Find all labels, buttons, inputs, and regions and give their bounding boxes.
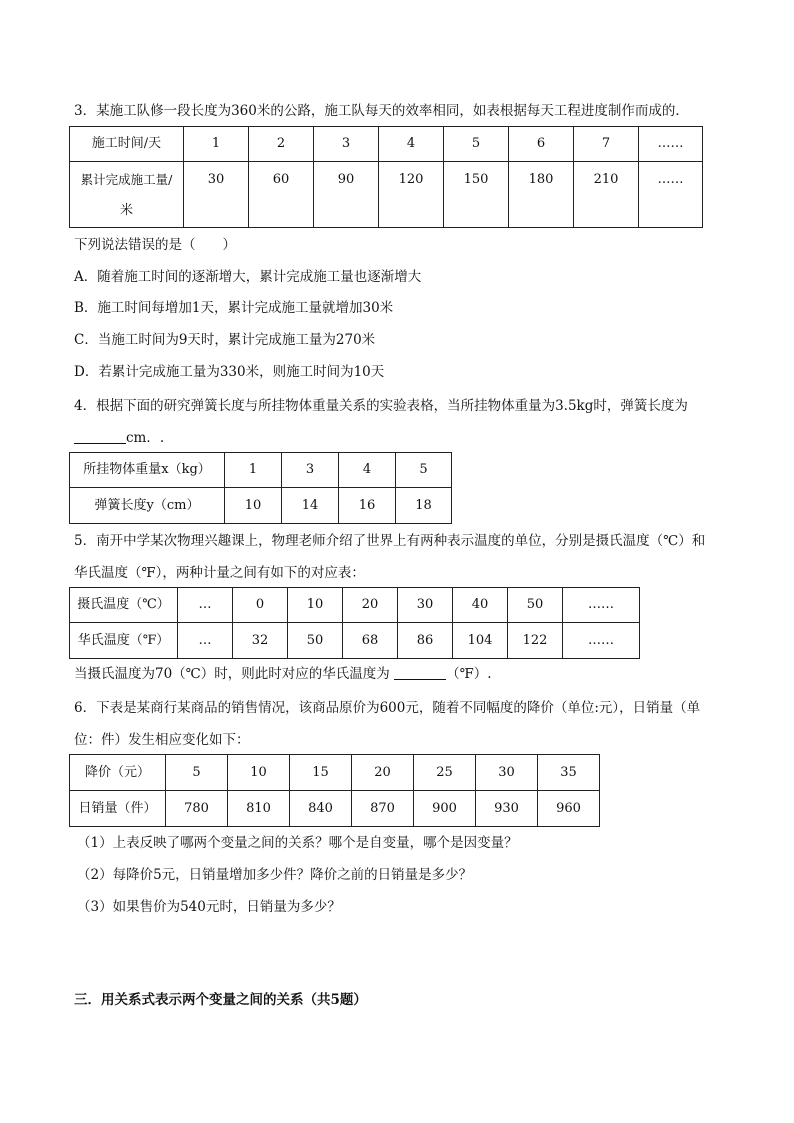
q4-cell: 5 bbox=[396, 453, 452, 488]
q4-cell: 18 bbox=[396, 488, 452, 524]
q4-cell: 14 bbox=[282, 488, 339, 524]
q6-table-row bbox=[70, 755, 600, 791]
q3-row1-header: 施工时间/天 bbox=[70, 127, 184, 162]
q6-cell: 900 bbox=[414, 791, 476, 827]
q4-row2-header: 弹簧长度y（cm） bbox=[70, 488, 225, 524]
q6-table bbox=[69, 754, 600, 827]
q6-cell: 25 bbox=[414, 755, 476, 791]
q3-cell: 6 bbox=[509, 127, 574, 162]
q5-cell: 68 bbox=[343, 623, 398, 659]
q4-table bbox=[69, 452, 452, 524]
q3-cell: …… bbox=[639, 127, 703, 162]
answer-blank[interactable] bbox=[394, 665, 446, 680]
q6-cell: 10 bbox=[228, 755, 290, 791]
q3-table-row bbox=[70, 162, 703, 228]
q5-cell: …… bbox=[563, 588, 640, 623]
q4-cell: 16 bbox=[339, 488, 396, 524]
q6-cell: 870 bbox=[352, 791, 414, 827]
q6-table-row bbox=[70, 791, 600, 827]
q3-cell: 150 bbox=[444, 162, 509, 228]
q3-option-a: A．随着施工时间的逐渐增大，累计完成施工量也逐渐增大 bbox=[74, 269, 422, 285]
q6-cell: 960 bbox=[538, 791, 600, 827]
q3-cell: 2 bbox=[249, 127, 314, 162]
q3-option-c: C．当施工时间为9天时，累计完成施工量为270米 bbox=[74, 332, 376, 348]
q3-cell: 3 bbox=[314, 127, 379, 162]
q4-table-row bbox=[70, 453, 452, 488]
q5-stem-a: 5．南开中学某次物理兴趣课上，物理老师介绍了世界上有两种表示温度的单位，分别是摄氏温度（℃）和 bbox=[74, 533, 706, 549]
q3-table bbox=[69, 126, 703, 228]
q6-sub-question-2: （2）每降价5元，日销量增加多少件？降价之前的日销量是多少？ bbox=[77, 867, 473, 883]
q3-cell: 120 bbox=[379, 162, 444, 228]
q5-cell: 32 bbox=[233, 623, 288, 659]
q5-row1-header: 摄氏温度（℃） bbox=[70, 588, 178, 623]
q3-row2-header bbox=[70, 162, 184, 228]
q6-sub-question-3: （3）如果售价为540元时，日销量为多少？ bbox=[77, 899, 341, 915]
q5-cell: 30 bbox=[398, 588, 453, 623]
q6-stem-b: 位：件）发生相应变化如下： bbox=[74, 732, 250, 748]
q6-row2-header: 日销量（件） bbox=[70, 791, 166, 827]
q4-table-row bbox=[70, 488, 452, 524]
q6-row1-header: 降价（元） bbox=[70, 755, 166, 791]
q5-cell: 40 bbox=[453, 588, 508, 623]
q3-cell: …… bbox=[639, 162, 703, 228]
q5-cell: 104 bbox=[453, 623, 508, 659]
q5-cell: 50 bbox=[288, 623, 343, 659]
q3-option-b: B．施工时间每增加1天，累计完成施工量就增加30米 bbox=[74, 300, 394, 316]
q5-question-b: （℉）. bbox=[446, 666, 492, 682]
q5-table bbox=[69, 587, 640, 659]
q4-answer-suffix: cm．. bbox=[126, 430, 165, 446]
q3-question: 下列说法错误的是（ ） bbox=[74, 237, 236, 253]
q6-cell: 840 bbox=[290, 791, 352, 827]
q5-stem-b: 华氏温度（℉），两种计量之间有如下的对应表： bbox=[74, 565, 365, 581]
q4-cell: 1 bbox=[225, 453, 282, 488]
q6-cell: 930 bbox=[476, 791, 538, 827]
q5-cell: … bbox=[178, 588, 233, 623]
q4-row1-header: 所挂物体重量x（kg） bbox=[70, 453, 225, 488]
q5-cell: 50 bbox=[508, 588, 563, 623]
q3-cell: 60 bbox=[249, 162, 314, 228]
q5-cell: 86 bbox=[398, 623, 453, 659]
q3-cell: 30 bbox=[184, 162, 249, 228]
q3-table-row bbox=[70, 127, 703, 162]
q6-cell: 5 bbox=[166, 755, 228, 791]
q5-question-a: 当摄氏温度为70（℃）时，则此时对应的华氏温度为 bbox=[74, 666, 390, 682]
q5-row2-header: 华氏温度（℉） bbox=[70, 623, 178, 659]
q6-cell: 15 bbox=[290, 755, 352, 791]
q3-cell: 1 bbox=[184, 127, 249, 162]
q5-cell: 10 bbox=[288, 588, 343, 623]
q3-cell: 180 bbox=[509, 162, 574, 228]
q4-cell: 3 bbox=[282, 453, 339, 488]
q4-answer-line bbox=[74, 428, 164, 448]
q5-table-row bbox=[70, 623, 640, 659]
q5-table-row bbox=[70, 588, 640, 623]
q6-cell: 35 bbox=[538, 755, 600, 791]
q3-cell: 5 bbox=[444, 127, 509, 162]
q3-cell: 4 bbox=[379, 127, 444, 162]
q5-cell: 0 bbox=[233, 588, 288, 623]
q6-cell: 20 bbox=[352, 755, 414, 791]
q5-question-line bbox=[74, 664, 492, 684]
q3-cell: 210 bbox=[574, 162, 639, 228]
q3-row2-header-b: 米 bbox=[119, 202, 133, 218]
q3-stem: 3．某施工队修一段长度为360米的公路，施工队每天的效率相同，如表根据每天工程进度制作而成的． bbox=[74, 103, 689, 119]
q5-cell: …… bbox=[563, 623, 640, 659]
q4-cell: 4 bbox=[339, 453, 396, 488]
q6-cell: 810 bbox=[228, 791, 290, 827]
answer-blank[interactable] bbox=[74, 429, 126, 444]
q5-cell: 122 bbox=[508, 623, 563, 659]
q5-cell: … bbox=[178, 623, 233, 659]
q6-stem-a: 6．下表是某商行某商品的销售情况，该商品原价为600元，随着不同幅度的降价（单位:元），日销量（单 bbox=[74, 700, 701, 716]
q3-cell: 90 bbox=[314, 162, 379, 228]
q3-cell: 7 bbox=[574, 127, 639, 162]
q6-sub-question-1: （1）上表反映了哪两个变量之间的关系？哪个是自变量，哪个是因变量？ bbox=[77, 835, 518, 851]
q5-cell: 20 bbox=[343, 588, 398, 623]
q6-cell: 780 bbox=[166, 791, 228, 827]
q3-row2-header-a: 累计完成施工量/ bbox=[80, 171, 173, 187]
q4-cell: 10 bbox=[225, 488, 282, 524]
section-three-heading: 三．用关系式表示两个变量之间的关系（共5题） bbox=[74, 992, 367, 1008]
q6-cell: 30 bbox=[476, 755, 538, 791]
q3-option-d: D．若累计完成施工量为330米，则施工时间为10天 bbox=[74, 364, 385, 380]
q4-stem: 4．根据下面的研究弹簧长度与所挂物体重量关系的实验表格，当所挂物体重量为3.5kg时，弹簧长度为 bbox=[74, 398, 688, 414]
